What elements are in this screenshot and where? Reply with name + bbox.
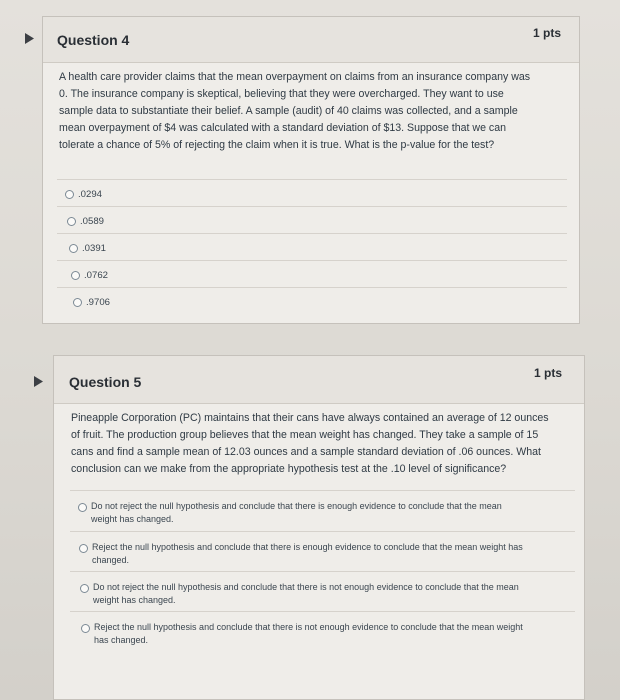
answer-option[interactable]: Reject the null hypothesis and conclude that there is enough evidence to conclude that the mean weight has changed. [70,531,575,571]
question-4-answers [57,179,567,314]
answer-option[interactable]: .0762 [57,260,567,287]
question-4-points: 1 pts [532,26,561,40]
question-5-prompt: Pineapple Corporation (PC) maintains that their cans have always contained an average of 12 ounces of fruit. The production group believes that the mean weight has changed. They take a sample of 15 cans and find a sample mean of 12.03 ounces and a sample standard deviation of .06 ounces. What conclusion can we make from the appropriate hypothesis test at the .10 level of significance? [71,412,549,475]
flag-question-4-icon[interactable] [25,33,34,44]
answer-option[interactable]: Do not reject the null hypothesis and conclude that there is not enough evidence to conclude that the mean weight has changed. [70,571,575,611]
question-5-header [54,356,584,404]
radio-button-icon[interactable] [69,244,78,253]
answer-option[interactable]: .9706 [57,287,567,314]
flag-question-5-icon[interactable] [34,376,43,387]
radio-button-icon[interactable] [78,503,87,512]
question-5-points: 1 pts [533,366,562,380]
radio-button-icon[interactable] [80,584,89,593]
radio-button-icon[interactable] [73,298,82,307]
question-4-title: Question 4 [57,32,130,48]
radio-button-icon[interactable] [81,624,90,633]
answer-option[interactable]: Reject the null hypothesis and conclude that there is not enough evidence to conclude that the mean weight has changed. [70,611,575,651]
radio-button-icon[interactable] [67,217,76,226]
question-5-answers [70,490,575,651]
question-4-card [42,16,580,324]
radio-button-icon[interactable] [71,271,80,280]
answer-option[interactable]: .0589 [57,206,567,233]
answer-option[interactable]: .0294 [57,179,567,206]
answer-option[interactable]: Do not reject the null hypothesis and conclude that there is enough evidence to conclude that the mean weight has changed. [70,490,575,531]
question-4-prompt: A health care provider claims that the mean overpayment on claims from an insurance company was 0. The insurance company is skeptical, believing that they were overcharged. They want to use sample data to substantiate their belief. A sample (audit) of 40 claims was collected, and a sample mean overpayment of $4 was calculated with a standard deviation of $13. Suppose that we can tolerate a chance of 5% of rejecting the claim when it is true. What is the p-value for the test? [59,71,531,151]
question-5-title: Question 5 [69,374,142,390]
radio-button-icon[interactable] [65,190,74,199]
question-4-header [43,17,579,63]
radio-button-icon[interactable] [79,544,88,553]
answer-option[interactable]: .0391 [57,233,567,260]
question-5-card [53,355,585,700]
